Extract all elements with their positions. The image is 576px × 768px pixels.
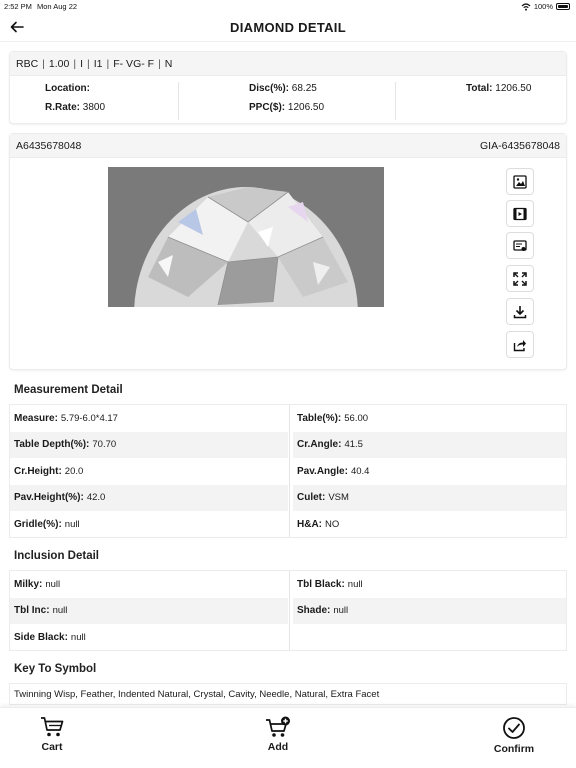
column-divider [289,405,290,537]
disc-field [249,83,317,94]
ppc-value: 1206.50 [287,102,325,113]
rrate-label: R.Rate: [45,102,81,113]
ppc-label: PPC($): [249,102,286,113]
measurement-title: Measurement Detail [14,384,123,396]
location-field [45,83,90,94]
cell-value: 41.5 [344,439,363,451]
app-header [0,12,576,42]
cell-key: H&A: [297,518,322,530]
rrate-field [45,102,105,113]
cart-icon [40,716,64,738]
table-cell [10,405,288,432]
confirm-button[interactable] [474,716,554,755]
total-field [466,83,531,94]
cell-value: VSM [328,492,349,504]
battery-icon [556,3,570,10]
table-cell [10,624,288,651]
divider [178,82,179,120]
status-date: Mon Aug 22 [37,2,78,11]
cell-key: Shade: [297,605,331,617]
table-cell [293,485,566,512]
summary-tags: RBC | 1.00 | I | I1 | F- VG- F | N [10,52,566,76]
table-cell [293,511,566,538]
add-to-cart-button[interactable] [238,716,318,753]
cell-value: null [333,605,349,617]
cell-key: Cr.Angle: [297,439,342,451]
table-cell [10,598,288,625]
key-to-symbol-text: Twinning Wisp, Feather, Indented Natural, Crystal, Cavity, Needle, Natural, Extra Facet [9,683,567,705]
page-title: DIAMOND DETAIL [230,20,346,35]
cell-value: null [347,578,363,590]
cell-value: 20.0 [64,465,84,477]
table-cell [10,458,288,485]
cell-key: Milky: [14,578,43,590]
cell-value: null [52,605,68,617]
cell-value: null [64,518,80,530]
table-cell [10,571,288,598]
cell-value: 40.4 [350,465,370,477]
cell-key: Culet: [297,492,326,504]
inclusion-table [9,570,567,651]
cell-key: Gridle(%): [14,518,62,530]
tag-carat: 1.00 [48,57,70,70]
cell-value: NO [325,518,340,530]
table-cell [293,598,566,625]
cart-label: Cart [41,741,63,753]
cell-key: Measure: [14,412,58,424]
status-right [521,2,570,11]
cell-value: 5.79-6.0*4.17 [60,412,118,424]
measurement-table [9,404,567,538]
tag-shape: RBC [16,57,39,70]
cell-key: Tbl Black: [297,578,345,590]
table-cell [293,571,566,598]
cell-key: Tbl Inc: [14,605,50,617]
key-to-symbol-title: Key To Symbol [14,663,97,675]
disc-value: 68.25 [291,83,317,94]
tag-fluorescence: N [164,57,173,70]
location-label: Location: [45,83,90,94]
table-cell [293,458,566,485]
certificate-icon[interactable] [506,232,534,259]
tag-color: I [80,57,83,70]
cell-key: Cr.Height: [14,465,62,477]
table-cell [293,624,566,651]
cell-key: Table(%): [297,412,342,424]
cell-value: null [45,578,61,590]
cell-key: Pav.Height(%): [14,492,84,504]
image-icon[interactable] [506,168,534,195]
summary-card [9,51,567,124]
total-value: 1206.50 [495,83,532,94]
table-cell [293,432,566,459]
table-cell [10,485,288,512]
add-to-cart-icon [265,716,291,738]
bottom-action-bar [0,707,576,768]
status-bar [0,0,576,12]
status-time: 2:52 PM [4,2,32,11]
download-icon[interactable] [506,298,534,325]
diamond-photo [108,167,384,307]
expand-icon[interactable] [506,265,534,292]
tag-clarity: I1 [93,57,103,70]
cell-value: null [70,631,86,643]
video-icon[interactable] [506,200,534,227]
battery-percent: 100% [533,2,553,11]
ppc-field [249,102,324,113]
rrate-value: 3800 [82,102,106,113]
certificate-id[interactable]: GIA-6435678048 [480,139,560,152]
cell-key: Pav.Angle: [297,465,348,477]
cell-key: Table Depth(%): [14,439,90,451]
table-cell [10,432,288,459]
tag-cut: F- VG- F [113,57,155,70]
share-icon[interactable] [506,331,534,358]
cell-value: 56.00 [344,412,369,424]
media-header [10,134,566,158]
table-cell [10,511,288,538]
diamond-image[interactable] [108,167,384,307]
column-divider [289,571,290,650]
add-label: Add [267,741,289,753]
cell-key: Side Black: [14,631,68,643]
inclusion-title: Inclusion Detail [14,550,99,562]
confirm-label: Confirm [493,743,535,755]
media-card [9,133,567,370]
cell-value: 42.0 [86,492,106,504]
total-label: Total: [466,83,493,94]
cart-button[interactable] [12,716,92,753]
stock-id: A6435678048 [16,139,82,152]
wifi-icon [521,3,531,11]
table-cell [293,405,566,432]
divider [395,82,396,120]
cell-value: 70.70 [92,439,117,451]
check-circle-icon [502,716,526,740]
disc-label: Disc(%): [249,83,290,94]
